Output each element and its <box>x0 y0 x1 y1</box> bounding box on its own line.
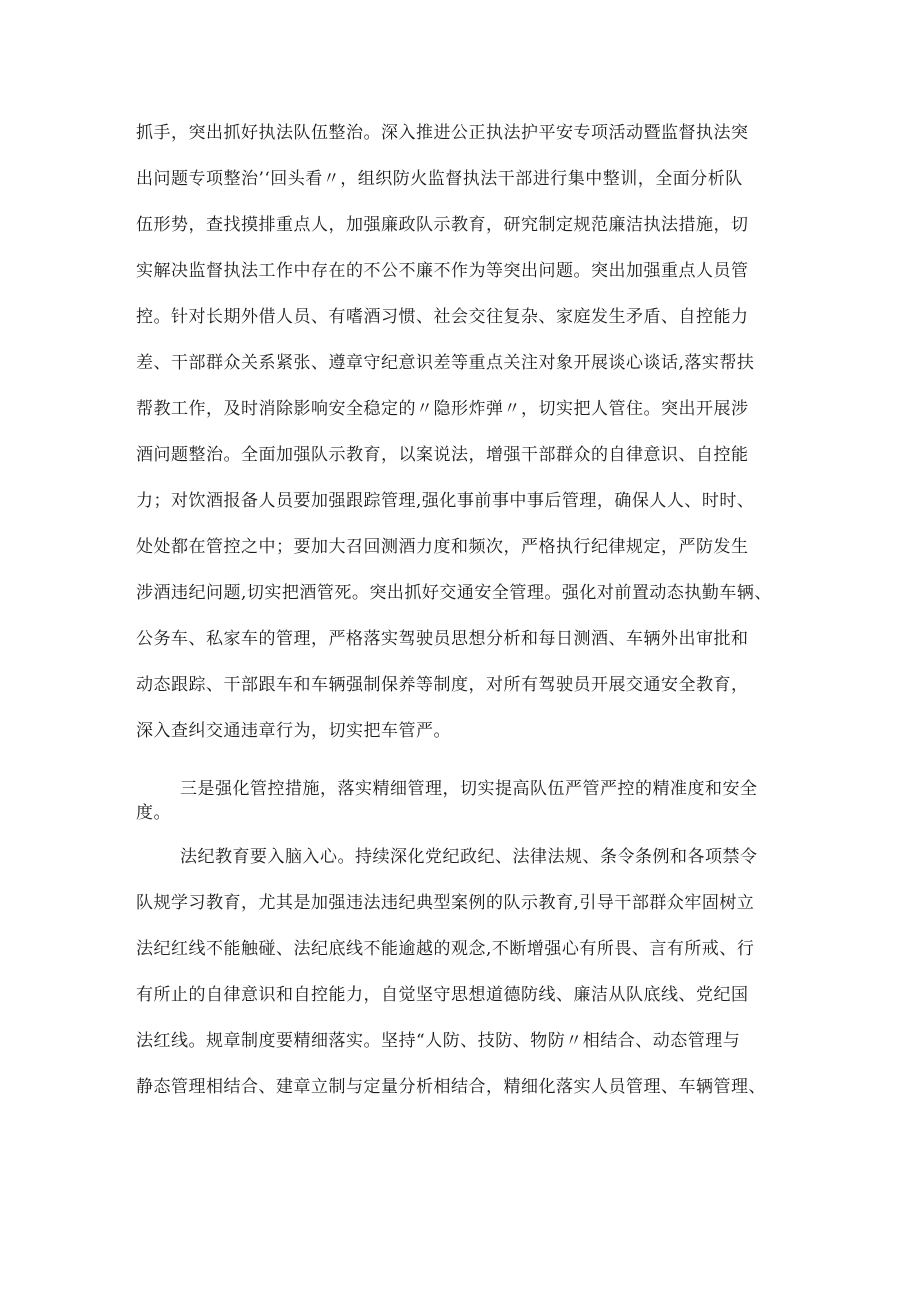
text-line: 公务车、私家车的管理，严格落实驾驶员思想分析和每日测酒、车辆外出审批和 <box>136 629 749 649</box>
section-heading: 三是强化管控措施，落实精细管理，切实提高队伍严管严控的精准度和安全 <box>180 779 758 799</box>
text-line: 深入查纠交通违章行为，切实把车管严。 <box>136 721 451 741</box>
text-line: 抓手，突出抓好执法队伍整治。深入推进公正执法护平安专项活动暨监督执法突 <box>136 123 749 143</box>
text-line: 静态管理相结合、建章立制与定量分析相结合，精细化落实人员管理、车辆管理、 <box>136 1077 766 1097</box>
text-line: 法纪教育要入脑入心。持续深化党纪政纪、法律法规、条令条例和各项禁令 <box>180 847 758 867</box>
text-line: 酒问题整治。全面加强队示教育，以案说法，增强干部群众的自律意识、自控能 <box>136 445 749 465</box>
text-line: 处处都在管控之中；要加大召回测酒力度和频次，严格执行纪律规定，严防发生 <box>136 537 749 557</box>
text-line: 控。针对长期外借人员、有嗜酒习惯、社会交往复杂、家庭发生矛盾、自控能力 <box>136 307 749 327</box>
text-line: 出问题专项整治’‘回头看〃，组织防火监督执法干部进行集中整训，全面分析队 <box>136 169 743 189</box>
text-line: 差、干部群众关系紧张、遵章守纪意识差等重点关注对象开展谈心谈话,落实帮扶 <box>136 353 755 373</box>
text-line: 队规学习教育，尤其是加强违法违纪典型案例的队示教育,引导干部群众牢固树立 <box>136 893 755 913</box>
text-line: 有所止的自律意识和自控能力，自觉坚守思想道德防线、廉洁从队底线、党纪国 <box>136 985 749 1005</box>
text-line: 实解决监督执法工作中存在的不公不廉不作为等突出问题。突出加强重点人员管 <box>136 261 749 281</box>
text-line: 法红线。规章制度要精细落实。坚持“人防、技防、物防〃相结合、动态管理与 <box>136 1031 741 1051</box>
text-line: 涉酒违纪问题,切实把酒管死。突出抓好交通安全管理。强化对前置动态执勤车辆、 <box>136 583 772 603</box>
text-line: 法纪红线不能触碰、法纪底线不能逾越的观念,不断增强心有所畏、言有所戒、行 <box>136 939 755 959</box>
text-line: 力；对饮酒报备人员要加强跟踪管理,强化事前事中事后管理，确保人人、时时、 <box>136 491 755 511</box>
section-heading: 度。 <box>136 803 171 823</box>
text-line: 动态跟踪、干部跟车和车辆强制保养等制度，对所有驾驶员开展交通安全教育， <box>136 675 749 695</box>
text-line: 伍形势，查找摸排重点人，加强廉政队示教育，研究制定规范廉洁执法措施，切 <box>136 215 749 235</box>
text-line: 帮教工作，及时消除影响安全稳定的〃隐形炸弹〃，切实把人管住。突出开展涉 <box>136 399 749 419</box>
